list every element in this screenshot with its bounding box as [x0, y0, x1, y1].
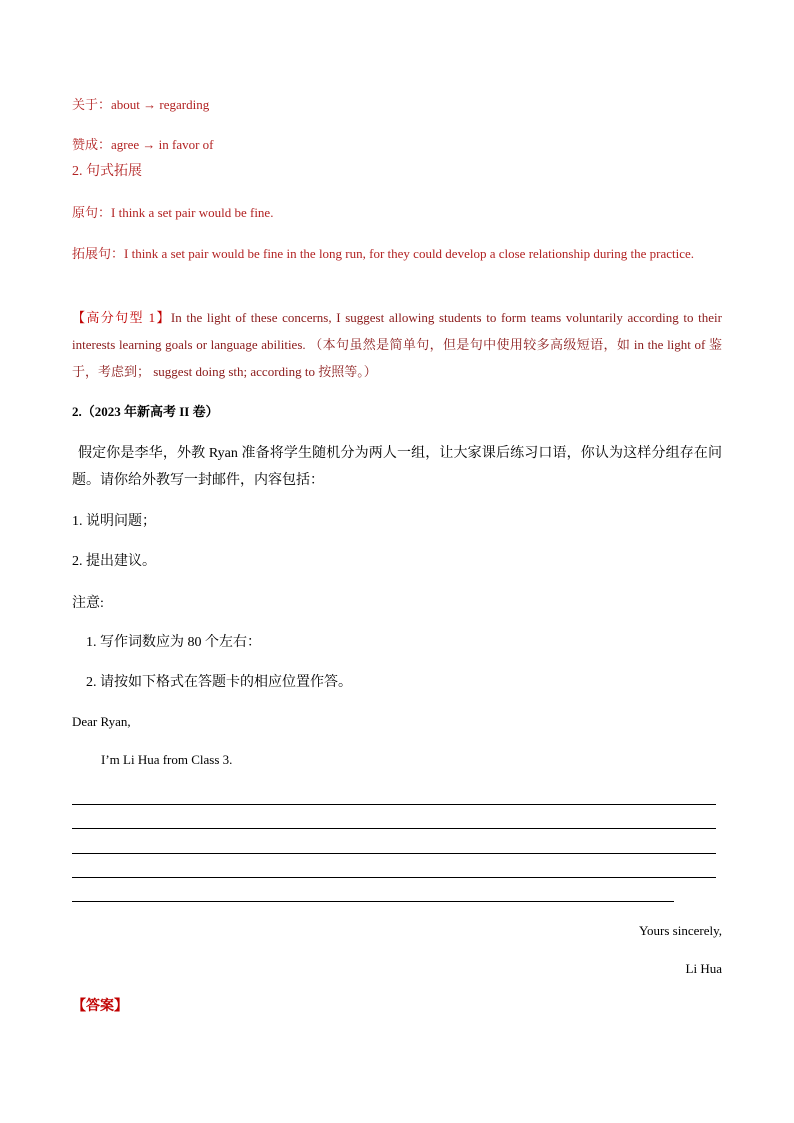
high-score-text: In the light of these concerns, I suggest allowing students to form teams voluntarily according to their interests learning goals or language abilities. （本句虽然是简单句，但是句中使用较多高级短语，如 in the light of 鉴于，考虑到； suggest doing sth; according to 按照等。）	[72, 310, 722, 379]
vocab-agree: 赞成：agree → in favor of	[72, 137, 214, 152]
note-2: 2. 请按如下格式在答题卡的相应位置作答。	[86, 675, 352, 690]
answer-label: 【答案】	[72, 999, 128, 1014]
expanded-sentence: 拓展句：I think a set pair would be fine in the long run, for they could develop a close relationship during the practice.	[72, 246, 695, 261]
sentence-expansion-heading: 2. 句式拓展	[72, 164, 142, 179]
high-score-label: 【高分句型 1】	[72, 310, 171, 325]
answer-rule	[72, 877, 716, 878]
letter-closing: Yours sincerely,	[638, 923, 722, 938]
high-score-block	[72, 304, 722, 385]
answer-rule	[72, 828, 716, 829]
vocab-about: 关于：about → regarding	[72, 97, 210, 112]
note-label: 注意:	[72, 596, 104, 611]
question-prompt: 假定你是李华，外教 Ryan 准备将学生随机分为两人一组，让大家课后练习口语，你认为这样分组存在问题。请你给外教写一封邮件，内容包括：	[72, 446, 722, 488]
question-title: 2.（2023 年新高考 II 卷）	[72, 404, 219, 419]
answer-rule	[72, 804, 716, 805]
note-1: 1. 写作词数应为 80 个左右：	[86, 635, 261, 650]
letter-greeting: Dear Ryan,	[72, 714, 131, 729]
letter-opening: I’m Li Hua from Class 3.	[101, 752, 233, 767]
answer-rule	[72, 853, 716, 854]
question-item-1: 1. 说明问题；	[72, 514, 156, 529]
question-item-2: 2. 提出建议。	[72, 554, 156, 569]
letter-signature: Li Hua	[685, 961, 722, 976]
answer-rule	[72, 901, 674, 902]
original-sentence: 原句：I think a set pair would be fine.	[72, 205, 274, 220]
